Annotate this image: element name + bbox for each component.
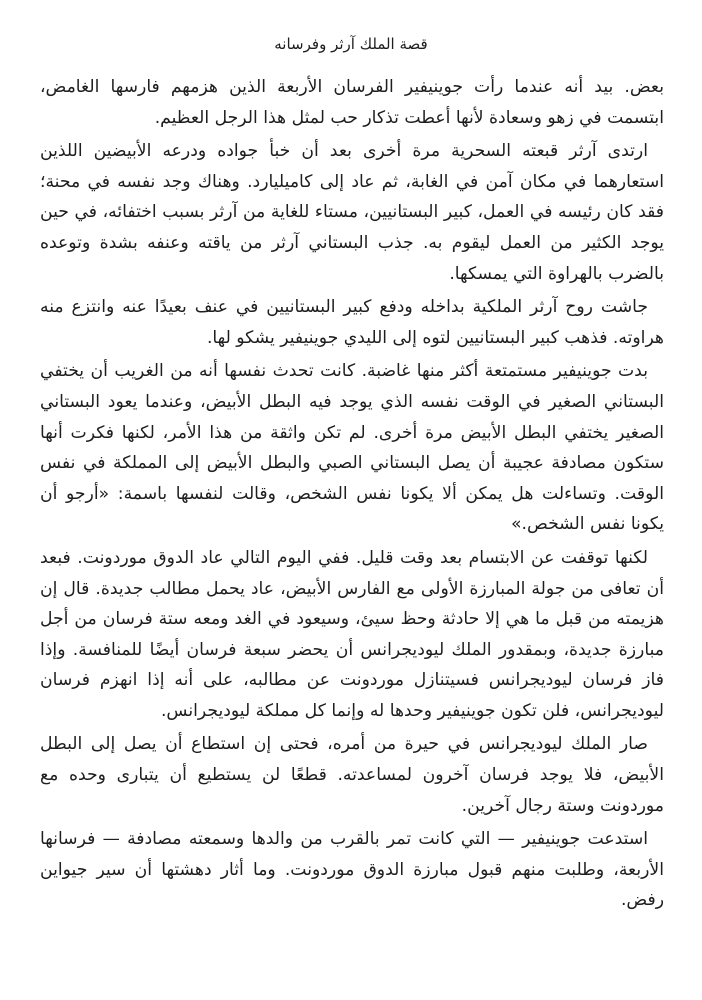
paragraph-continuation: بعض. بيد أنه عندما رأت جوينيفير الفرسان الأربعة الذين هزمهم فارسها الغامض، ابتسمت في زهو وسعادة لأنها أعطت تذكار حب لمثل هذا الرجل العظيم.	[40, 77, 664, 128]
page-body	[40, 72, 664, 919]
paragraph: صار الملك ليوديجرانس في حيرة من أمره، فحتى إن استطاع أن يصل إلى البطل الأبيض، فلا يوجد فرسان آخرون لمساعدته. قطعًا لن يستطيع أن يتبارى وحده مع موردونت وستة رجال آخرين.	[40, 734, 664, 816]
paragraph: لكنها توقفت عن الابتسام بعد وقت قليل. ففي اليوم التالي عاد الدوق موردونت. فبعد أن تعافى من جولة المبارزة الأولى مع الفارس الأبيض، عاد يحمل مطالب جديدة. قال إن هزيمته من قبل ما هي إلا حادثة وحظ سيئ، وسيعود في الغد ومعه ستة فرسان من أجل مبارزة جديدة، وبمقدور الملك ليوديجرانس أن يحضر سبعة فرسان أيضًا للمنافسة. وإذا فاز فرسان ليوديجرانس فسيتنازل موردونت عن مطالبه، على أنه إذا انهزم فرسان ليوديجرانس، فلن تكون جوينيفير وحدها له وإنما كل مملكة ليوديجرانس.	[40, 547, 664, 721]
paragraph: جاشت روح آرثر الملكية بداخله ودفع كبير البستانيين في عنف بعيدًا عنه وانتزع منه هراوته. فذهب كبير البستانيين لتوه إلى الليدي جوينيفير يشكو لها.	[40, 297, 664, 348]
paragraph: استدعت جوينيفير — التي كانت تمر بالقرب من والدها وسمعته مصادفة — فرسانها الأربعة، وطلبت منهم قبول مبارزة الدوق موردونت. وما أثار دهشتها أن سير جيواين رفض.	[40, 829, 664, 911]
running-header: قصة الملك آرثر وفرسانه	[274, 35, 428, 53]
paragraph: ارتدى آرثر قبعته السحرية مرة أخرى بعد أن خبأ جواده ودرعه الأبيضين اللذين استعارهما في مكان آمن في الغابة، ثم عاد إلى كاميليارد. وهناك وجد نفسه في محنة؛ فقد كان رئيسه في العمل، كبير البستانيين، مستاء للغاية من آرثر بسبب اختفائه، في حين يوجد الكثير من العمل ليقوم به. جذب البستاني آرثر من ياقته وعنفه بشدة وتوعده بالضرب بالهراوة التي يمسكها.	[40, 141, 664, 284]
paragraph: بدت جوينيفير مستمتعة أكثر منها غاضبة. كانت تحدث نفسها أنه من الغريب أن يختفي البستاني الصغير في الوقت نفسه الذي يوجد فيه البطل الأبيض، وعندما يعود البستاني الصغير يختفي البطل الأبيض مرة أخرى. لم تكن واثقة من هذا الأمر، لكنها فكرت أنها ستكون مصادفة عجيبة أن يصل البستاني الصبي والبطل الأبيض إلى المملكة في نفس الوقت. وتساءلت هل يمكن ألا يكونا نفس الشخص، وقالت لنفسها باسمة: «أرجو أن يكونا نفس الشخص.»	[40, 361, 664, 535]
